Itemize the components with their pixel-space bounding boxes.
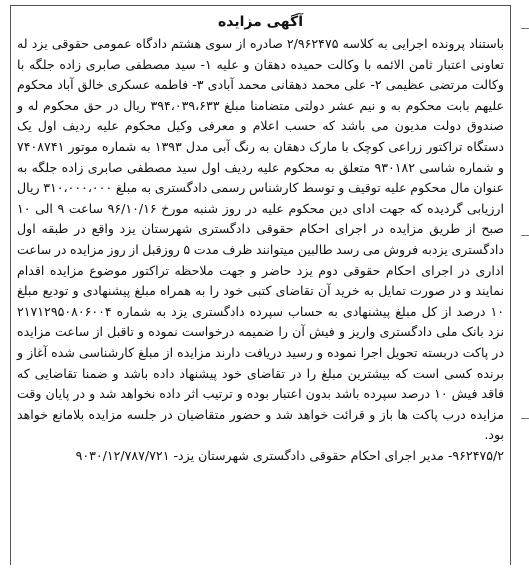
edge-mark (521, 418, 529, 419)
notice-title: آگهی مزایده (217, 14, 303, 30)
auction-notice (10, 5, 511, 565)
notice-body: باستناد پرونده اجرایی به کلاسه ۲/۹۶۲۴۷۵ صادره از سوی هشتم دادگاه عمومی حقوقی یزد له تعاونی اعتبار ثامن الائمه با وکالت حمیده دهقان و علیه ۱- سید مصطفی صابری زاده جلگه با وکالت مرتضی عظیمی ۲- علی محمد دهقانی محمد آبادی ۳- فاطمه عسکری خالق آباد محکوم علیهم بابت محکوم به و نیم عشر دولتی متضامنا مبلغ ۳۹۴،۰۳۹،۶۳۳ ریال در حق محکوم له و صندوق دولت مدیون می باشد که حسب اعلام و معرفی وکیل محکوم علیه ردیف اول یک دستگاه تراکتور زراعی کوچک با مارک دهقان به رنگ آبی مدل ۱۳۹۳ به شماره موتور ۷۴۰۸۷۴۱ و شماره شاسی ۹۳۰۱۸۲ متعلق به محکوم علیه ردیف اول سید مصطفی صابری زاده جلگه به عنوان مال محکوم علیه توقیف و توسط کارشناس رسمی دادگستری به مبلغ ۳۱۰،۰۰۰،۰۰۰ ریال ارزیابی گردیده که جهت ادای دین محکوم علیه در روز شنبه مورخ ۹۶/۱۰/۱۶ ساعت ۹ الی ۱۰ صبح از طریق مزایده در اجرای احکام حقوقی دادگستری شهرستان یزد واقع در طبقه اول دادگستری یزدبه فروش می رسد طالبین میتوانند ظرف مدت ۵ روزقبل از روز مزایده در ساعت اداری در اجرای احکام حقوقی دوم یزد حاضر و جهت ملاحظه تراکتور موضوع مزایده اقدام نمایند و در صورت تمایل به خرید آن تقاضای کتبی خود را به همراه مبلغ پیشنهادی و تودیع مبلغ ۱۰ درصد از کل مبلغ پیشنهادی به حساب سپرده دادگستری یزد به شماره ۲۱۷۱۲۹۵۰۸۰۶۰۰۴ نزد بانک ملی دادگستری واریز و فیش آن را ضمیمه درخواست نموده و تاقبل از ساعت مزایده در پاکت دربسته تحویل اجرا نموده و رسید دریافت دارند مزایده از مبلغ کارشناسی شده آغاز و برنده کسی است که بیشترین مبلغ را در تقاضای خود پیشنهاد داده باشد و ضمنا تقاضایی که فاقد فیش ۱۰ درصد سپرده باشد بدون اعتبار بوده و ترتیب اثر داده نخواهد شد و در پایان وقت مزایده درب پاکت ها باز و قرائت خواهد شد و حضور متقاضیان در جلسه مزایده بلامانع خواهد بود. (17, 36, 505, 443)
notice-footer: ۹۶۲۴۷۵/۲- مدیر اجرای احکام حقوقی دادگستری شهرستان یزد- ۹۰۳۰/۱۲/۷۸۷/۷۲۱ (75, 447, 504, 463)
edge-mark (521, 28, 529, 29)
edge-mark (521, 235, 529, 236)
